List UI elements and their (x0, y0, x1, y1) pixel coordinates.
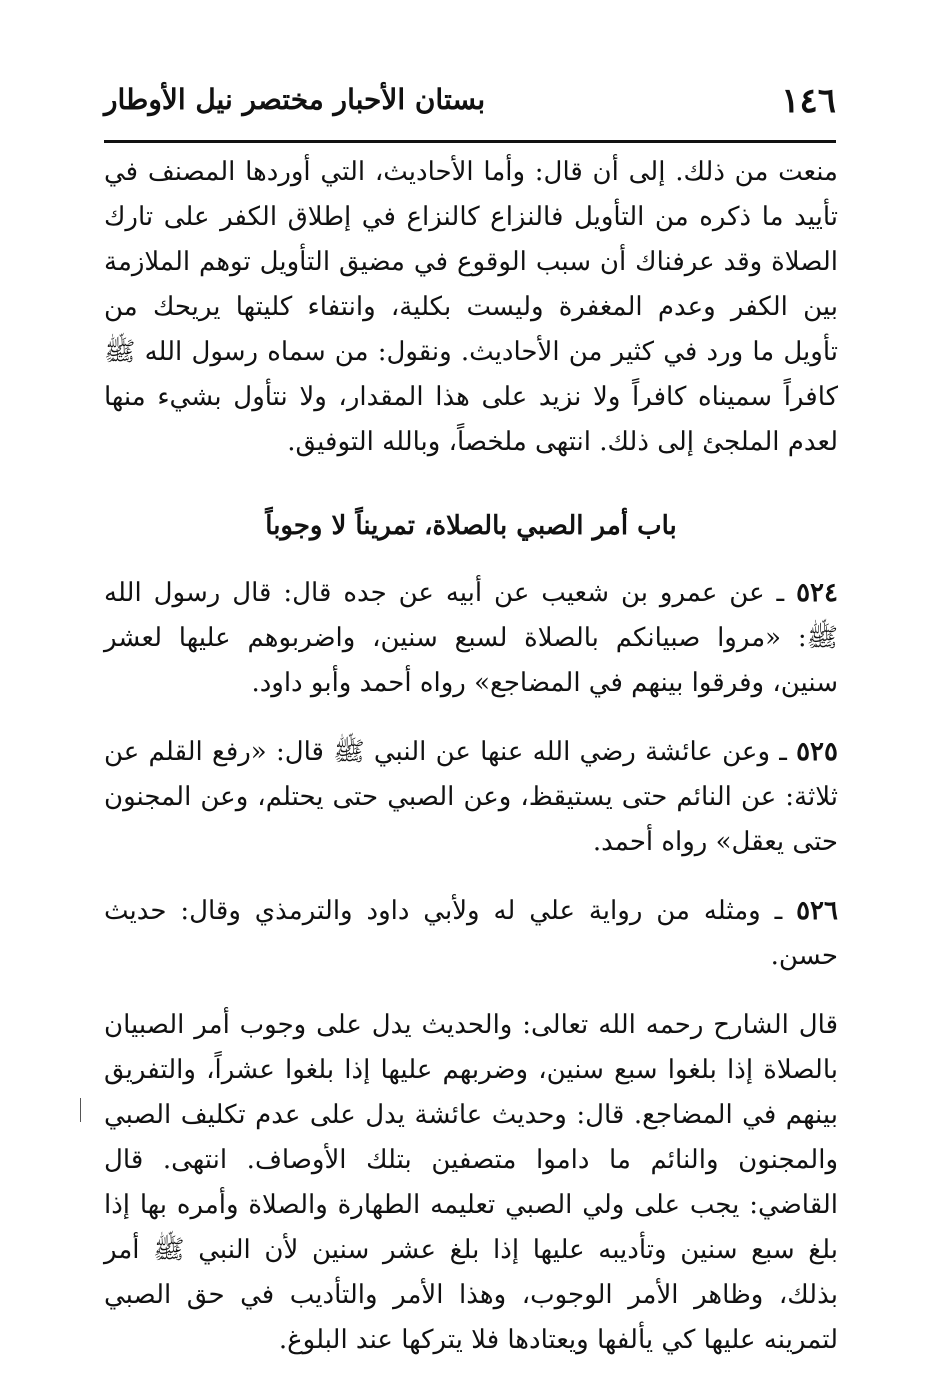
hadith-524 (104, 571, 838, 706)
hadith-number: ٥٢٦ (796, 896, 838, 926)
hadith-text: ـ عن عمرو بن شعيب عن أبيه عن جده قال: قال رسول الله ﷺ: «مروا صبيانكم بالصلاة لسبع سنين، واضربوهم عليها لعشر سنين، وفرقوا بينهم في المضاجع» رواه أحمد وأبو داود. (104, 578, 838, 698)
paragraph-gap (104, 706, 838, 730)
hadith-526 (104, 889, 838, 979)
section-gap (104, 465, 838, 505)
hadith-text: ـ وعن عائشة رضي الله عنها عن النبي ﷺ قال: «رفع القلم عن ثلاثة: عن النائم حتى يستيقظ، وعن الصبي حتى يحتلم، وعن المجنون حتى يعقل» رواه أحمد. (104, 737, 838, 857)
page-header (104, 78, 836, 143)
hadith-number: ٥٢٥ (796, 737, 838, 767)
paragraph-gap (104, 979, 838, 1003)
running-title: بستان الأحبار مختصر نيل الأوطار (104, 83, 486, 116)
intro-paragraph: منعت من ذلك. إلى أن قال: وأما الأحاديث، التي أوردها المصنف في تأييد ما ذكره من التأويل فالنزاع كالنزاع في إطلاق الكفر على تارك الصلاة وقد عرفناك أن سبب الوقوع في مضيق التأويل توهم الملازمة بين الكفر وعدم المغفرة وليست بكلية، وانتفاء كليتها يريحك من تأويل ما ورد في كثير من الأحاديث. ونقول: من سماه رسول الله ﷺ كافراً سميناه كافراً ولا نزيد على هذا المقدار، ولا نتأول بشيء منها لعدم الملجئ إلى ذلك. انتهى ملخصاً، وبالله التوفيق. (104, 157, 838, 457)
page-body (104, 150, 838, 1363)
hadith-525 (104, 730, 838, 865)
commentary-paragraph: قال الشارح رحمه الله تعالى: والحديث يدل على وجوب أمر الصبيان بالصلاة إذا بلغوا سبع سنين، وضربهم عليها إذا بلغوا عشراً، والتفريق بينهم في المضاجع. قال: وحديث عائشة يدل على عدم تكليف الصبي والمجنون والنائم ما داموا متصفين بتلك الأوصاف. انتهى. قال القاضي: يجب على ولي الصبي تعليمه الطهارة والصلاة وأمره بها إذا بلغ سبع سنين وتأديبه عليها إذا بلغ عشر سنين لأن النبي ﷺ أمر بذلك، وظاهر الأمر الوجوب، وهذا الأمر والتأديب في حق الصبي لتمرينه عليها كي يألفها ويعتادها فلا يتركها عند البلوغ. (104, 1010, 838, 1355)
paragraph-gap (104, 865, 838, 889)
margin-mark (80, 1098, 81, 1122)
section-title-gap (104, 547, 838, 571)
page-number: ١٤٦ (781, 81, 836, 121)
hadith-number: ٥٢٤ (796, 578, 838, 608)
section-title: باب أمر الصبي بالصلاة، تمريناً لا وجوباً (265, 511, 677, 541)
hadith-text: ـ ومثله من رواية علي له ولأبي داود والترمذي وقال: حديث حسن. (104, 896, 838, 971)
